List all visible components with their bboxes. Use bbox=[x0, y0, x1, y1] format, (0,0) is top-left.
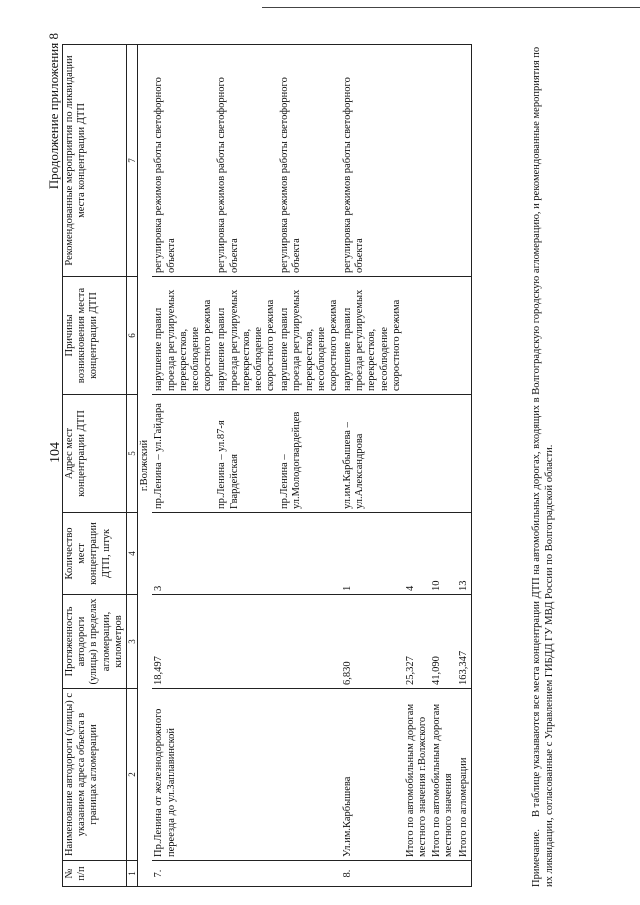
dtp-measure: регулировка режимов работы светофорного объекта bbox=[215, 45, 278, 277]
total-length: 163,347 bbox=[457, 595, 472, 689]
dtp-address: пр.Ленина – ул.Гайдара bbox=[152, 395, 215, 513]
column-number-row bbox=[126, 45, 137, 887]
total-length: 41,090 bbox=[430, 595, 456, 689]
column-number: 2 bbox=[126, 689, 137, 861]
header-cell: Наименование автодороги (улицы) с указанием адреса объекта в границах агломерации bbox=[63, 689, 127, 861]
dtp-reason: нарушение правил проезда регулируемых перекрестков, несоблюдение скоростного режима bbox=[152, 277, 215, 395]
column-number: 6 bbox=[126, 277, 137, 395]
page-number: 104 bbox=[48, 442, 63, 463]
dtp-address: пр.Ленина – ул.Молодогвардейцев bbox=[278, 395, 341, 513]
total-row bbox=[457, 45, 472, 887]
dtp-measure: регулировка режимов работы светофорного объекта bbox=[341, 45, 404, 277]
total-row bbox=[404, 45, 430, 887]
road-length: 18,497 bbox=[152, 595, 341, 689]
road-length: 6,830 bbox=[341, 595, 404, 689]
dtp-reason: нарушение правил проезда регулируемых перекрестков, несоблюдение скоростного режима bbox=[215, 277, 278, 395]
row-number: 7. bbox=[152, 861, 341, 887]
row-number: 8. bbox=[341, 861, 404, 887]
road-name: Пр.Ленина от железнодорожного переезда до ул.Заплавинской bbox=[152, 689, 341, 861]
dtp-measure: регулировка режимов работы светофорного объекта bbox=[278, 45, 341, 277]
road-name: Ул.им.Карбышева bbox=[341, 689, 404, 861]
total-label: Итого по агломерации bbox=[457, 689, 472, 861]
city-row bbox=[138, 45, 153, 887]
total-row bbox=[430, 45, 456, 887]
continuation-label: Продолжение приложения 8 bbox=[46, 33, 61, 190]
column-number: 7 bbox=[126, 45, 137, 277]
column-number: 4 bbox=[126, 513, 137, 595]
dtp-measure: регулировка режимов работы светофорного объекта bbox=[152, 45, 215, 277]
dtp-address: пр.Ленина – ул.87-я Гвардейская bbox=[215, 395, 278, 513]
footnote-label: Примечание. bbox=[531, 829, 542, 887]
table-row bbox=[152, 45, 215, 887]
dtp-reason: нарушение правил проезда регулируемых перекрестков, несоблюдение скоростного режима bbox=[278, 277, 341, 395]
table-row bbox=[341, 45, 404, 887]
total-count: 4 bbox=[404, 513, 430, 595]
column-number: 3 bbox=[126, 595, 137, 689]
dtp-count: 3 bbox=[152, 513, 341, 595]
header-row bbox=[63, 45, 127, 887]
total-count: 10 bbox=[430, 513, 456, 595]
footnote-text: В таблице указываются все места концентрации ДТП на автомобильных дорогах, входящих в Волгоградскую городскую агломерацию, и рекомендованные мероприятия по их ликвидации, согласованные с Управлением ГИБДД ГУ МВД России по Волгоградской области. bbox=[531, 46, 555, 887]
header-cell: Адрес мест концентрации ДТП bbox=[63, 395, 127, 513]
header-cell: Количество мест концентрации ДТП, штук bbox=[63, 513, 127, 595]
header-cell: Причины возникновения места концентрации ДТП bbox=[63, 277, 127, 395]
city-name: г.Волжский bbox=[138, 45, 153, 887]
footnote bbox=[531, 45, 556, 887]
column-number: 1 bbox=[126, 861, 137, 887]
header-cell: Рекомендованные мероприятия по ликвидации места концентрации ДТП bbox=[63, 45, 127, 277]
column-number: 5 bbox=[126, 395, 137, 513]
header-cell: № п/п bbox=[63, 861, 127, 887]
total-count: 13 bbox=[457, 513, 472, 595]
dtp-reason: нарушение правил проезда регулируемых перекрестков, несоблюдение скоростного режима bbox=[341, 277, 404, 395]
header-cell: Протяженность автодороги (улицы) в пределах агломерации, километров bbox=[63, 595, 127, 689]
dtp-table bbox=[62, 44, 472, 887]
total-label: Итого по автомобильным дорогам местного значения bbox=[430, 689, 456, 861]
total-length: 25,327 bbox=[404, 595, 430, 689]
total-label: Итого по автомобильным дорогам местного значения г.Волжского bbox=[404, 689, 430, 861]
dtp-address: ул.им.Карбышева – ул.Александрова bbox=[341, 395, 404, 513]
dtp-count: 1 bbox=[341, 513, 404, 595]
